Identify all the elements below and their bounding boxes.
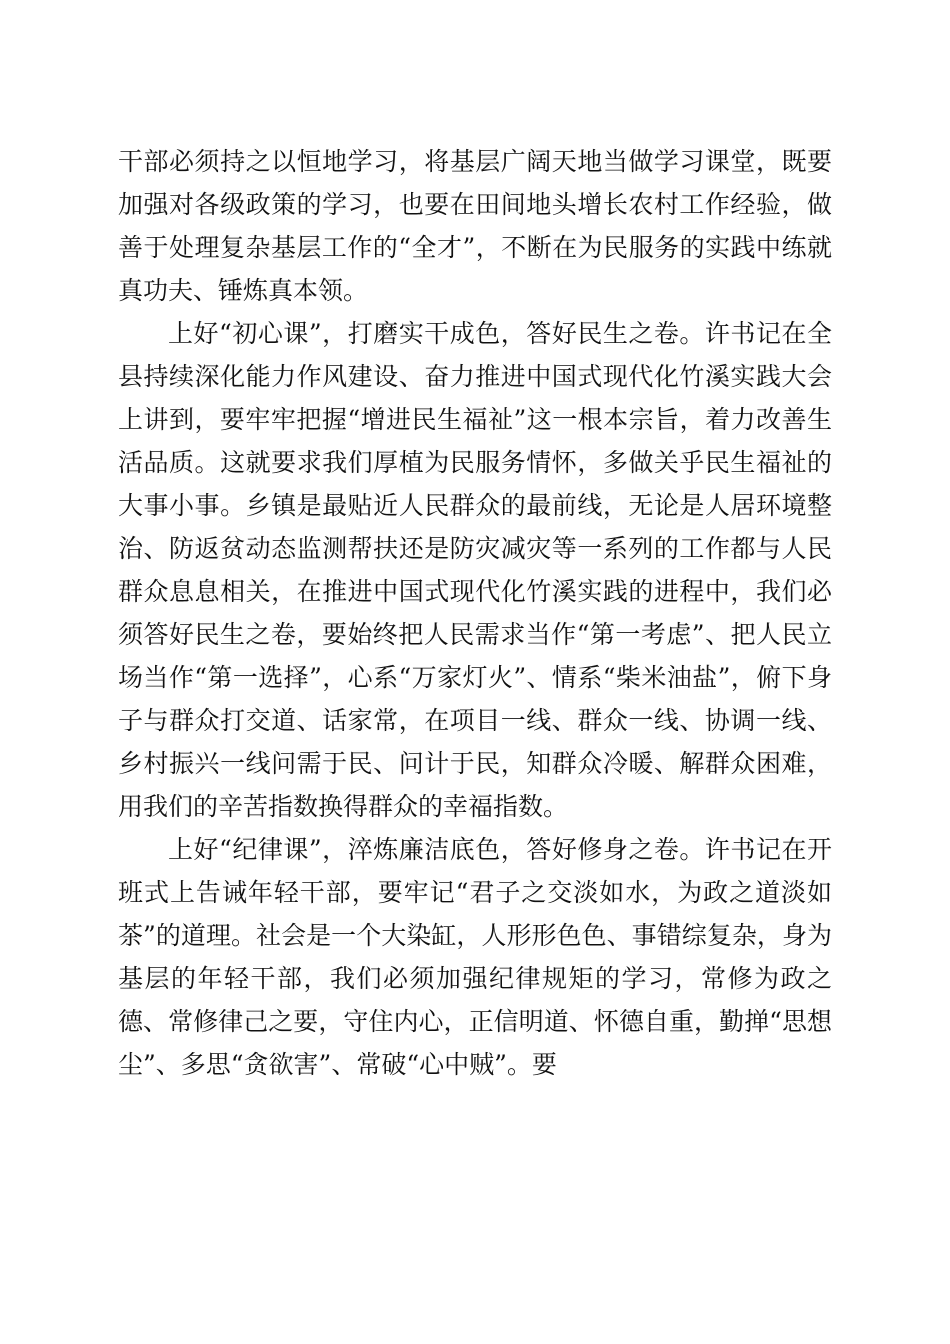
paragraph-discipline-lesson: 上好“纪律课”，淬炼廉洁底色，答好修身之卷。许书记在开班式上告诫年轻干部，要牢记“君子之交淡如水，为政之道淡如茶”的道理。社会是一个大染缸，人形形色色、事错综复杂，身为基层的年轻干部，我们必须加强纪律规矩的学习，常修为政之德、常修律己之要，守住内心，正信明道、怀德自重，勤掸“思想尘”、多思“贪欲害”、常破“心中贼”。要	[118, 835, 832, 1079]
document-body	[118, 140, 832, 1086]
paragraph-initial-heart-lesson: 上好“初心课”，打磨实干成色，答好民生之卷。许书记在全县持续深化能力作风建设、奋力推进中国式现代化竹溪实践大会上讲到，要牢牢把握“增进民生福祉”这一根本宗旨，着力改善生活品质。这就要求我们厚植为民服务情怀，多做关乎民生福祉的大事小事。乡镇是最贴近人民群众的最前线，无论是人居环境整治、防返贫动态监测帮扶还是防灾减灾等一系列的工作都与人民群众息息相关，在推进中国式现代化竹溪实践的进程中，我们必须答好民生之卷，要始终把人民需求当作“第一考虑”、把人民立场当作“第一选择”，心系“万家灯火”、情系“柴米油盐”，俯下身子与群众打交道、话家常，在项目一线、群众一线、协调一线、乡村振兴一线问需于民、问计于民，知群众冷暖、解群众困难，用我们的辛苦指数换得群众的幸福指数。	[118, 319, 832, 821]
paragraph-continued: 干部必须持之以恒地学习，将基层广阔天地当做学习课堂，既要加强对各级政策的学习，也要在田间地头增长农村工作经验，做善于处理复杂基层工作的“全才”，不断在为民服务的实践中练就真功夫、锤炼真本领。	[118, 147, 832, 305]
